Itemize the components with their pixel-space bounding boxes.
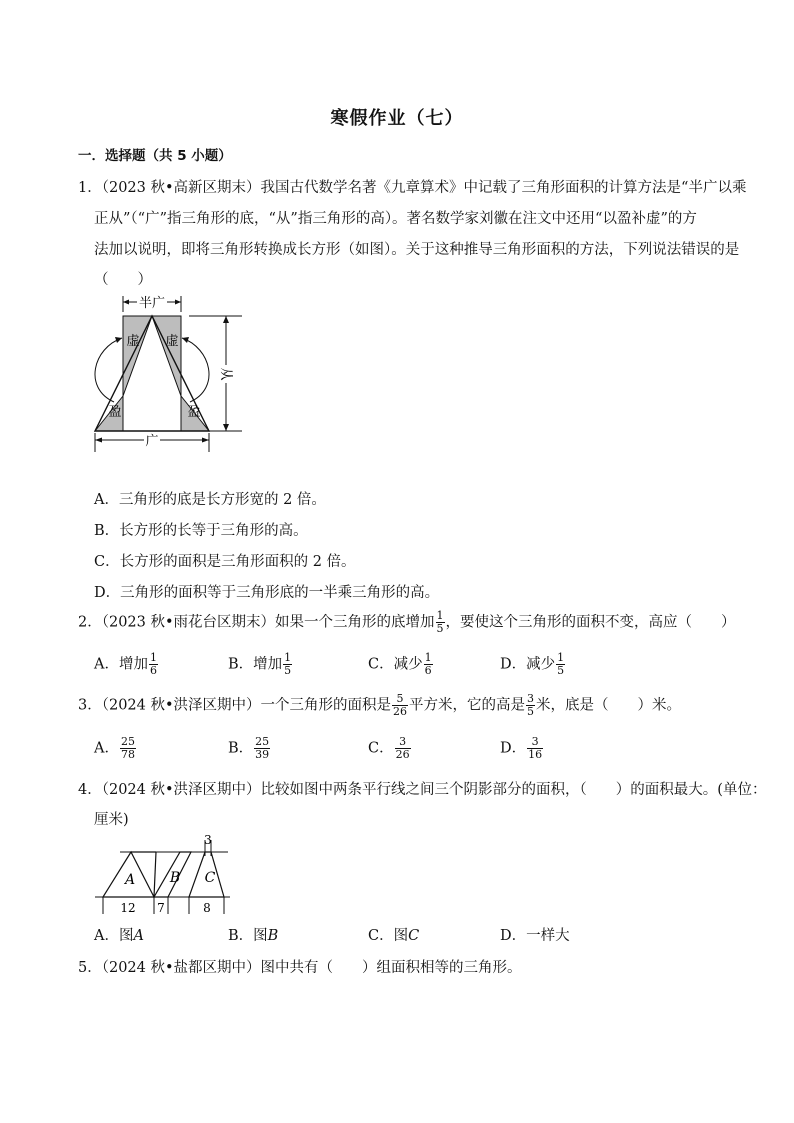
shape-a-label: A [124, 872, 136, 888]
q1-line-4: （ ） [94, 272, 152, 288]
q4-option-d-label: D．一样大 [500, 928, 570, 944]
width-c-label: 8 [203, 901, 211, 915]
full-label-right: 盈 [187, 405, 201, 420]
shape-b-label: B [169, 870, 181, 886]
q3-stem-mid: 平方米，它的高是 [409, 697, 526, 714]
full-label-left: 盈 [108, 405, 122, 420]
q2-option-c[interactable] [368, 652, 434, 677]
q3-stem [78, 693, 681, 718]
q4-top-width: 3 [204, 833, 212, 847]
q4-option-b[interactable] [228, 924, 278, 945]
q2-option-d-label: D．减少 [500, 656, 556, 673]
width-a-label: 12 [120, 901, 136, 915]
q1-option-d[interactable]: D．三角形的面积等于三角形底的一半乘三角形的高。 [94, 585, 440, 601]
q4-figure [90, 830, 240, 920]
q4-option-b-italic: B [267, 928, 279, 944]
q3-option-c-den: 26 [395, 748, 410, 761]
q2-frac-num: 1 [436, 609, 444, 622]
q2-option-d-num: 1 [557, 651, 565, 664]
q2-option-c-fraction [424, 652, 433, 677]
q3-option-c-num: 3 [395, 736, 411, 749]
q3-option-b-label: B． [228, 740, 254, 757]
section-heading: 一．选择题（共 5 小题） [78, 148, 232, 164]
q1-option-b[interactable]: B．长方形的长等于三角形的高。 [94, 523, 308, 539]
q2-option-d[interactable] [500, 652, 566, 677]
q3-option-a-fraction [120, 736, 136, 761]
q4-option-a-italic: A [133, 928, 144, 944]
half-base-label: 半广 [138, 296, 166, 311]
q2-option-a-num: 1 [149, 651, 157, 664]
q4-option-d[interactable] [500, 924, 570, 945]
q3-option-b[interactable] [228, 736, 271, 761]
q2-option-b-fraction [283, 652, 292, 677]
q2-stem-post: ，要使这个三角形的面积不变，高应（ ） [445, 614, 736, 631]
q1-option-c[interactable]: C．长方形的面积是三角形面积的 2 倍。 [94, 554, 356, 570]
q3-fraction-area [392, 693, 408, 718]
q3-f1-den: 26 [393, 705, 408, 718]
q2-option-c-label: C．减少 [368, 656, 423, 673]
q2-fraction [436, 610, 445, 635]
q1-line-1: 1．（2023 秋•高新区期末）我国古代数学名著《九章算术》中记载了三角形面积的计算方法是“半广以乘 [78, 180, 747, 196]
q2-option-a[interactable] [94, 652, 159, 677]
q2-option-d-fraction [556, 652, 565, 677]
q4-option-c-italic: C [408, 928, 420, 944]
q3-option-a-den: 78 [120, 748, 135, 761]
q3-option-b-fraction [254, 736, 270, 761]
q3-option-a-label: A． [94, 740, 119, 757]
q1-figure [88, 290, 258, 465]
q3-fraction-height [526, 693, 535, 718]
q3-option-b-num: 25 [255, 735, 270, 748]
q3-option-d[interactable] [500, 736, 544, 761]
q2-option-b-num: 1 [284, 651, 292, 664]
q3-stem-pre: 3．（2024 秋•洪泽区期中）一个三角形的面积是 [78, 697, 392, 714]
page-title: 寒假作业（七） [330, 108, 464, 129]
q2-stem-pre: 2．（2023 秋•雨花台区期末）如果一个三角形的底增加 [78, 614, 435, 631]
q2-option-a-den: 6 [149, 664, 157, 677]
q3-option-d-label: D． [500, 740, 527, 757]
shape-c-label: C [204, 870, 216, 886]
q2-option-a-label: A．增加 [94, 656, 148, 673]
q4-option-c[interactable] [368, 924, 419, 945]
q4-option-a[interactable] [94, 924, 144, 945]
q3-f1-num: 5 [392, 693, 408, 706]
q3-option-d-den: 16 [528, 748, 543, 761]
q3-option-d-fraction [527, 736, 543, 761]
q1-option-a[interactable]: A．三角形的底是长方形宽的 2 倍。 [94, 492, 326, 508]
q2-option-d-den: 5 [557, 664, 565, 677]
q2-option-c-den: 6 [424, 664, 432, 677]
q4-line-2: 厘米) [94, 812, 129, 828]
q2-option-c-num: 1 [424, 651, 432, 664]
q2-frac-den: 5 [436, 622, 444, 635]
q2-option-b-den: 5 [284, 664, 292, 677]
q2-option-b[interactable] [228, 652, 293, 677]
q4-line-1: 4．（2024 秋•洪泽区期中）比较如图中两条平行线之间三个阴影部分的面积，（ ）的面积最大。(单位： [78, 782, 767, 798]
q3-option-a-num: 25 [120, 735, 135, 748]
q2-option-a-fraction [149, 652, 158, 677]
q3-option-c[interactable] [368, 736, 412, 761]
q3-f2-num: 3 [527, 692, 535, 705]
q3-stem-post: 米，底是（ ）米。 [536, 697, 682, 714]
q4-option-b-label: B．图 [228, 928, 268, 944]
q3-option-d-num: 3 [527, 736, 543, 749]
q3-option-c-label: C． [368, 740, 394, 757]
q5-stem: 5．（2024 秋•盐都区期中）图中共有（ ）组面积相等的三角形。 [78, 960, 522, 976]
base-label: 广 [145, 434, 159, 449]
q2-stem [78, 610, 736, 635]
q3-option-c-fraction [395, 736, 411, 761]
empty-label-left: 虚 [126, 334, 140, 349]
q2-option-b-label: B．增加 [228, 656, 283, 673]
q3-option-a[interactable] [94, 736, 137, 761]
q1-line-3: 法加以说明，即将三角形转换成长方形（如图）。关于这种推导三角形面积的方法，下列说法错误的是 [94, 242, 740, 258]
q1-line-2: 正从”（“广”指三角形的底，“从”指三角形的高）。著名数学家刘徽在注文中还用“以盈补虚”的方 [94, 211, 697, 227]
q4-option-a-label: A．图 [94, 928, 134, 944]
q3-f2-den: 5 [527, 705, 535, 718]
q3-option-b-den: 39 [255, 748, 270, 761]
empty-label-right: 虚 [165, 334, 179, 349]
height-label: 从 [218, 367, 233, 381]
width-b-label: 7 [157, 901, 165, 915]
q4-option-c-label: C．图 [368, 928, 409, 944]
